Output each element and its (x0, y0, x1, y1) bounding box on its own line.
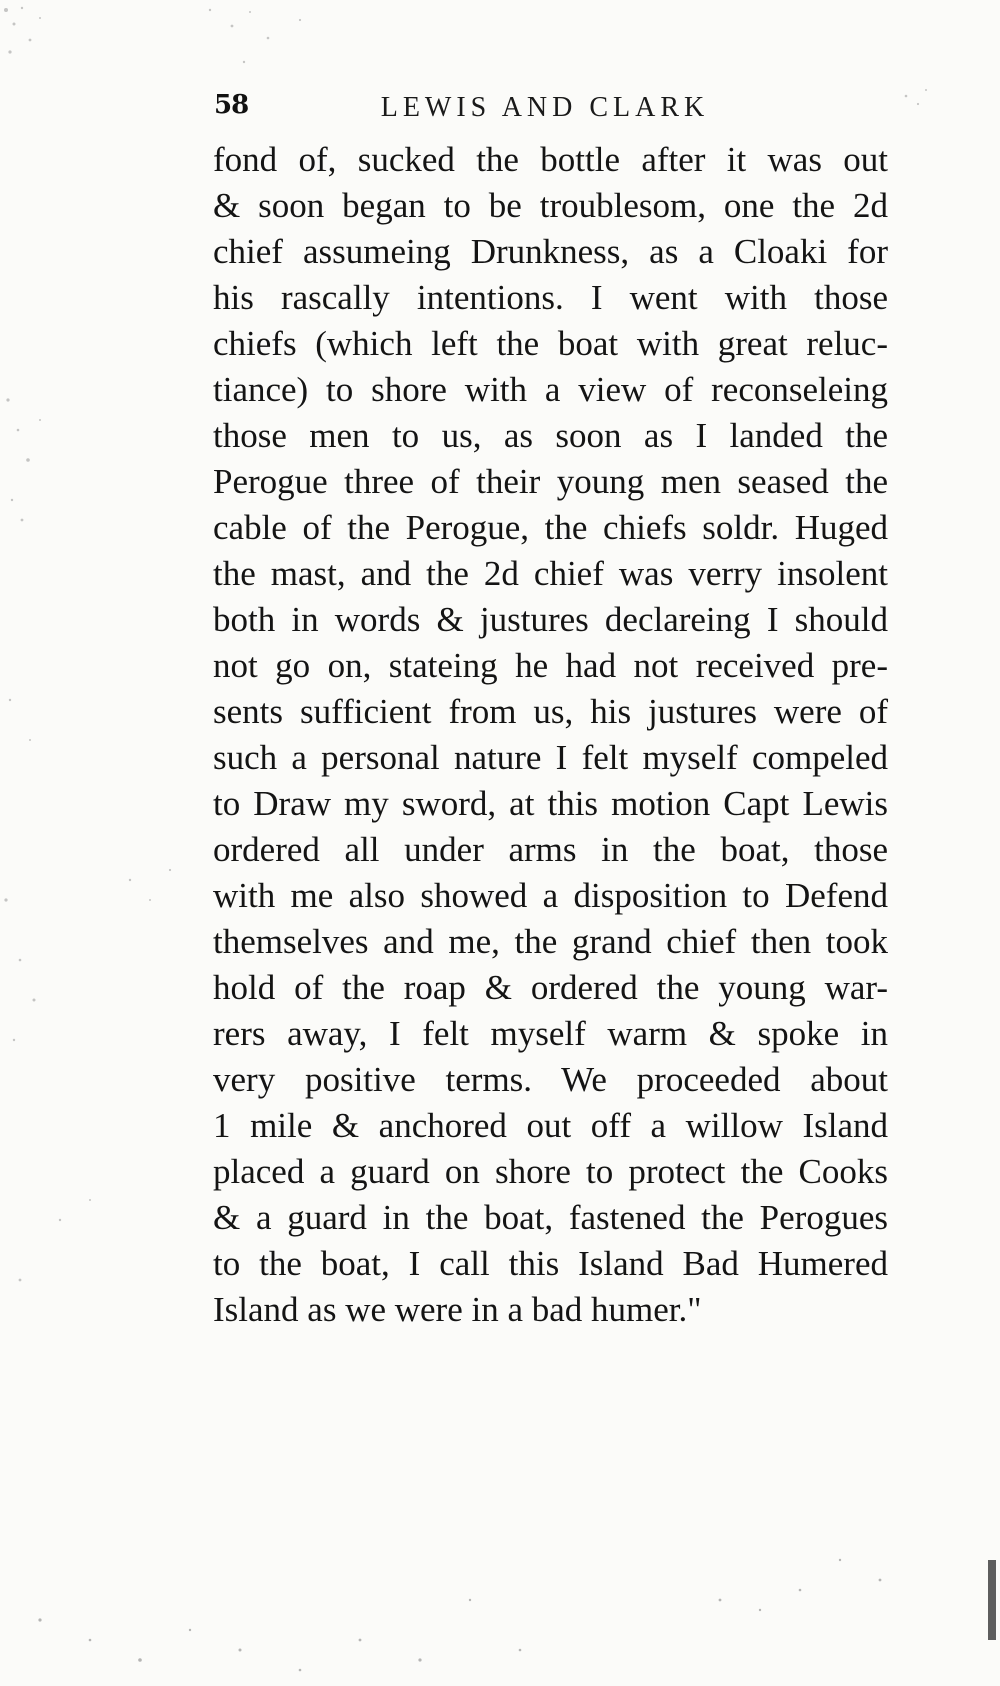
text-line: not go on, stateing he had not received pre- (213, 646, 888, 685)
text-line: those men to us, as soon as I landed the (213, 416, 888, 455)
running-head (200, 88, 890, 128)
text-line: placed a guard on shore to protect the Cooks (213, 1152, 888, 1191)
text-line: Island as we were in a bad humer." (213, 1290, 702, 1329)
page-number: 58 (214, 90, 249, 120)
text-line: fond of, sucked the bottle after it was out (213, 140, 888, 179)
text-line: ordered all under arms in the boat, those (213, 830, 888, 869)
running-title: LEWIS AND CLARK (380, 92, 710, 123)
text-line: such a personal nature I felt myself compeled (213, 738, 888, 777)
text-line: to Draw my sword, at this motion Capt Lewis (213, 784, 888, 823)
text-line: to the boat, I call this Island Bad Humered (213, 1244, 888, 1283)
text-line: tiance) to shore with a view of reconseleing (213, 370, 888, 409)
text-line: chiefs (which left the boat with great reluc- (213, 324, 888, 363)
text-line: hold of the roap & ordered the young war- (213, 968, 888, 1007)
text-line: Perogue three of their young men seased the (213, 462, 888, 501)
text-line: & a guard in the boat, fastened the Perogues (213, 1198, 888, 1237)
text-line: very positive terms. We proceeded about (213, 1060, 888, 1099)
text-line: with me also showed a disposition to Defend (213, 876, 888, 915)
text-line: cable of the Perogue, the chiefs soldr. Huged (213, 508, 888, 547)
text-line: chief assumeing Drunkness, as a Cloaki for (213, 232, 888, 271)
text-line: the mast, and the 2d chief was verry insolent (213, 554, 888, 593)
text-line: rers away, I felt myself warm & spoke in (213, 1014, 888, 1053)
text-line: & soon began to be troublesom, one the 2d (213, 186, 888, 225)
text-line: his rascally intentions. I went with those (213, 278, 888, 317)
text-line: themselves and me, the grand chief then took (213, 922, 888, 961)
body-text (213, 137, 888, 1333)
text-line: 1 mile & anchored out off a willow Island (213, 1106, 888, 1145)
text-line: both in words & justures declareing I should (213, 600, 888, 639)
text-line: sents sufficient from us, his justures were of (213, 692, 888, 731)
